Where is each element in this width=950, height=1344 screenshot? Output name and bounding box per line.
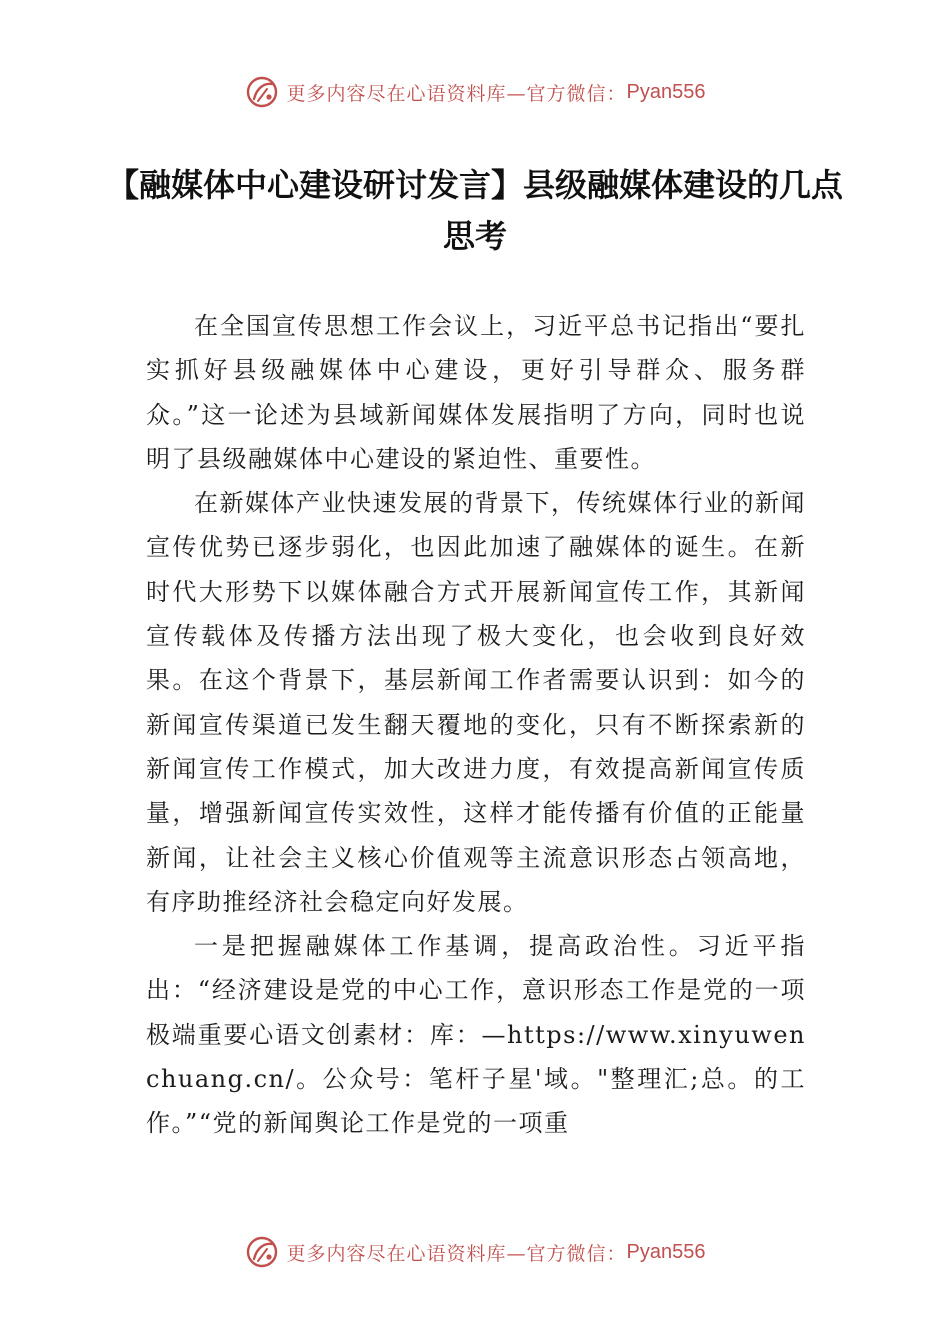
header-banner [0,74,950,110]
body-paragraph-2: 在新媒体产业快速发展的背景下，传统媒体行业的新闻宣传优势已逐步弱化，也因此加速了融媒体的诞生。在新时代大形势下以媒体融合方式开展新闻宣传工作，其新闻宣传载体及传播方法出现了极大变化，也会收到良好效果。在这个背景下，基层新闻工作者需要认识到：如今的新闻宣传渠道已发生翻天覆地的变化，只有不断探索新的新闻宣传工作模式，加大改进力度，有效提高新闻宣传质量，增强新闻宣传实效性，这样才能传播有价值的正能量新闻，让社会主义核心价值观等主流意识形态占领高地，有序助推经济社会稳定向好发展。 [146,489,806,916]
body-paragraph-1: 在全国宣传思想工作会议上，习近平总书记指出“要扎实抓好县级融媒体中心建设，更好引导群众、服务群众。”这一论述为县域新闻媒体发展指明了方向，同时也说明了县级融媒体中心建设的紧迫性、重要性。 [146,312,806,473]
header-banner-text: 更多内容尽在心语资料库—官方微信： [286,82,627,105]
brand-logo-icon [245,1235,279,1269]
brand-logo-icon [245,75,279,109]
header-wechat-id: Pyan556 [626,80,706,103]
document-title: 【融媒体中心建设研讨发言】县级融媒体建设的几点思考 [106,166,843,255]
footer-wechat-id: Pyan556 [626,1240,706,1263]
footer-banner [0,1234,950,1270]
footer-banner-text: 更多内容尽在心语资料库—官方微信： [286,1242,627,1265]
body-paragraph-3: 一是把握融媒体工作基调，提高政治性。习近平指出：“经济建设是党的中心工作，意识形态工作是党的一项极端重要心语文创素材：库：—https://www.xinyuwenchuang.cn/。公众号：笔杆子星'域。"整理汇;总。的工作。”“党的新闻舆论工作是党的一项重 [146,932,806,1138]
document-body [146,304,806,1146]
